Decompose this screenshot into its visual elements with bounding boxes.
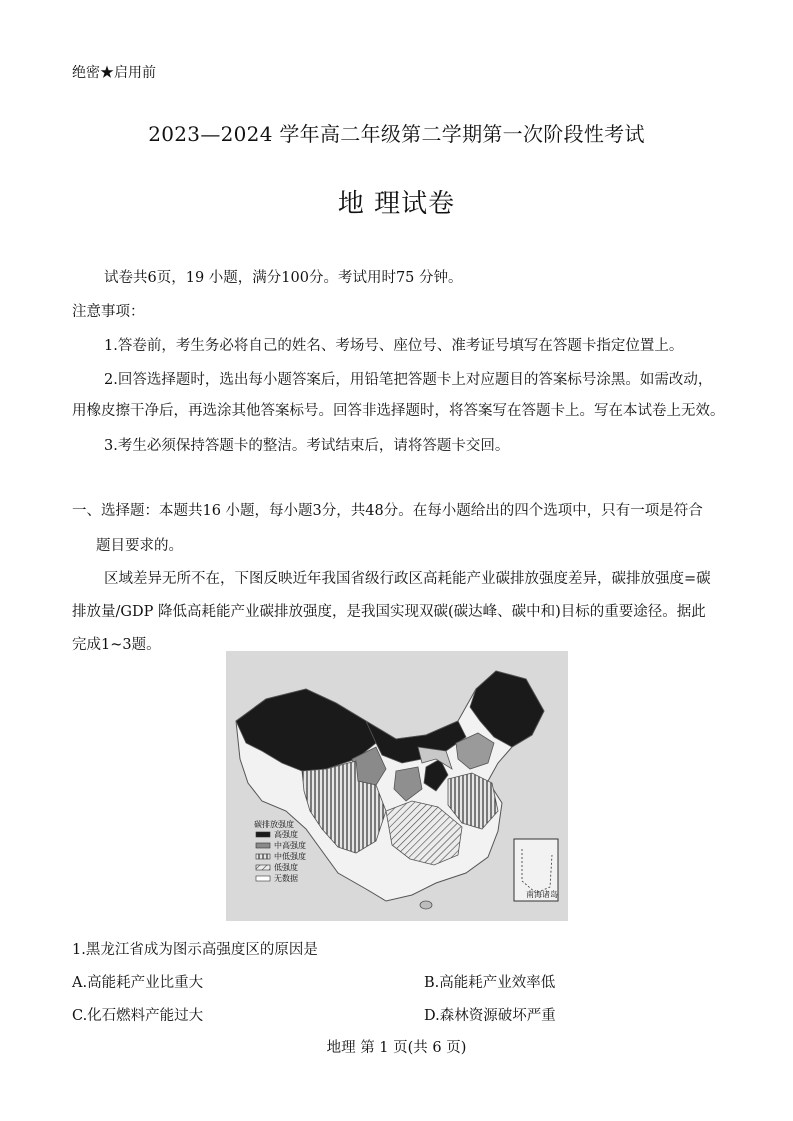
legend-swatch-high [256, 832, 270, 837]
section-heading-line-1: 一、选择题：本题共16 小题，每小题3分，共48分。在每小题给出的四个选项中，只有一项是符合 [72, 503, 703, 519]
legend-label-high: 高强度 [274, 830, 298, 839]
notice-label: 注意事项： [72, 304, 145, 320]
notice-item-2-line-2: 用橡皮擦干净后，再选涂其他答案标号。回答非选择题时，将答案写在答题卡上。写在本试卷上无效。 [72, 403, 725, 419]
question-1-option-c: C.化石燃料产能过大 [72, 1008, 204, 1024]
section-heading-line-2: 题目要求的。 [96, 538, 183, 554]
notice-item-2-line-1: 2.回答选择题时，选出每小题答案后，用铅笔把答题卡上对应题目的答案标号涂黑。如需改动， [104, 372, 713, 388]
legend-swatch-low [256, 865, 270, 870]
question-1-option-b: B.高能耗产业效率低 [424, 975, 556, 991]
legend-swatch-nodata [256, 876, 270, 881]
region-hainan [420, 901, 432, 909]
question-1-option-a: A.高能耗产业比重大 [72, 975, 204, 991]
exam-title: 2023—2024 学年高二年级第二学期第一次阶段性考试 [148, 122, 645, 146]
passage-line-3: 完成1~3题。 [72, 637, 161, 653]
legend-label-midlow: 中低强度 [274, 852, 306, 861]
notice-item-1: 1.答卷前，考生务必将自己的姓名、考场号、座位号、准考证号填写在答题卡指定位置上。 [104, 338, 684, 354]
passage-line-2: 排放量/GDP 降低高耗能产业碳排放强度，是我国实现双碳(碳达峰、碳中和)目标的重要途径。据此 [72, 604, 706, 620]
page-footer: 地理 第 1 页(共 6 页) [326, 1040, 467, 1056]
carbon-intensity-map [226, 651, 568, 921]
legend-swatch-midlow [256, 854, 270, 859]
inset-label: 南海诸岛 [526, 890, 558, 899]
notice-item-3: 3.考生必须保持答题卡的整洁。考试结束后，请将答题卡交回。 [104, 438, 510, 454]
question-1-stem: 1.黑龙江省成为图示高强度区的原因是 [72, 942, 318, 958]
exam-summary: 试卷共6页，19 小题，满分100分。考试用时75 分钟。 [104, 270, 463, 286]
legend-label-nodata: 无数据 [274, 874, 298, 883]
legend-label-midhigh: 中高强度 [274, 841, 306, 850]
subject-title: 地 理试卷 [337, 189, 456, 219]
legend-title: 碳排放强度 [254, 820, 294, 829]
passage-line-1: 区域差异无所不在，下图反映近年我国省级行政区高耗能产业碳排放强度差异，碳排放强度=碳 [104, 571, 711, 587]
question-1-option-d: D.森林资源破坏严重 [424, 1008, 556, 1024]
legend-swatch-midhigh [256, 843, 270, 848]
confidential-mark: 绝密★启用前 [72, 65, 156, 81]
legend-label-low: 低强度 [274, 863, 298, 872]
